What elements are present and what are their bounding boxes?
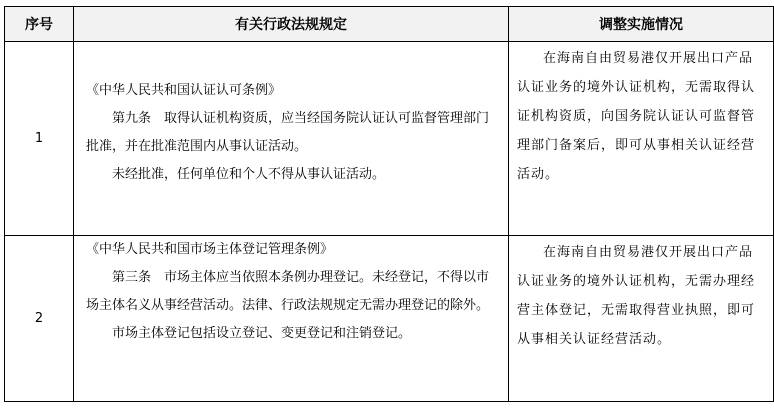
table-row — [5, 236, 774, 402]
adjustment-cell: 在海南自由贸易港仅开展出口产品认证业务的境外认证机构，无需取得认证机构资质，向国务院认证认可监督管理部门备案后，即可从事相关认证经营活动。 — [509, 42, 774, 236]
law-title: 《中华人民共和国市场主体登记管理条例》 — [86, 242, 334, 257]
header-law: 有关行政法规规定 — [74, 7, 509, 42]
adjustment-cell: 在海南自由贸易港仅开展出口产品认证业务的境外认证机构，无需办理经营主体登记，无需取得营业执照，即可从事相关认证经营活动。 — [509, 236, 774, 402]
law-cell — [74, 42, 509, 236]
row-seq: 2 — [5, 236, 74, 402]
row-seq: 1 — [5, 42, 74, 236]
law-paragraph: 第九条 取得认证机构资质，应当经国务院认证认可监督管理部门批准，并在批准范围内从事认证活动。 — [86, 111, 490, 154]
header-adjust: 调整实施情况 — [509, 7, 774, 42]
law-cell — [74, 236, 509, 402]
regulation-adjustment-table — [4, 6, 774, 402]
table-row — [5, 42, 774, 236]
law-title: 《中华人民共和国认证认可条例》 — [86, 83, 282, 98]
table-header-row — [5, 7, 774, 42]
law-paragraph: 未经批准，任何单位和个人不得从事认证活动。 — [112, 167, 386, 182]
law-paragraph: 市场主体登记包括设立登记、变更登记和注销登记。 — [112, 326, 412, 341]
header-seq: 序号 — [5, 7, 74, 42]
law-paragraph: 第三条 市场主体应当依照本条例办理登记。未经登记，不得以市场主体名义从事经营活动。法律、行政法规规定无需办理登记的除外。 — [86, 270, 490, 313]
